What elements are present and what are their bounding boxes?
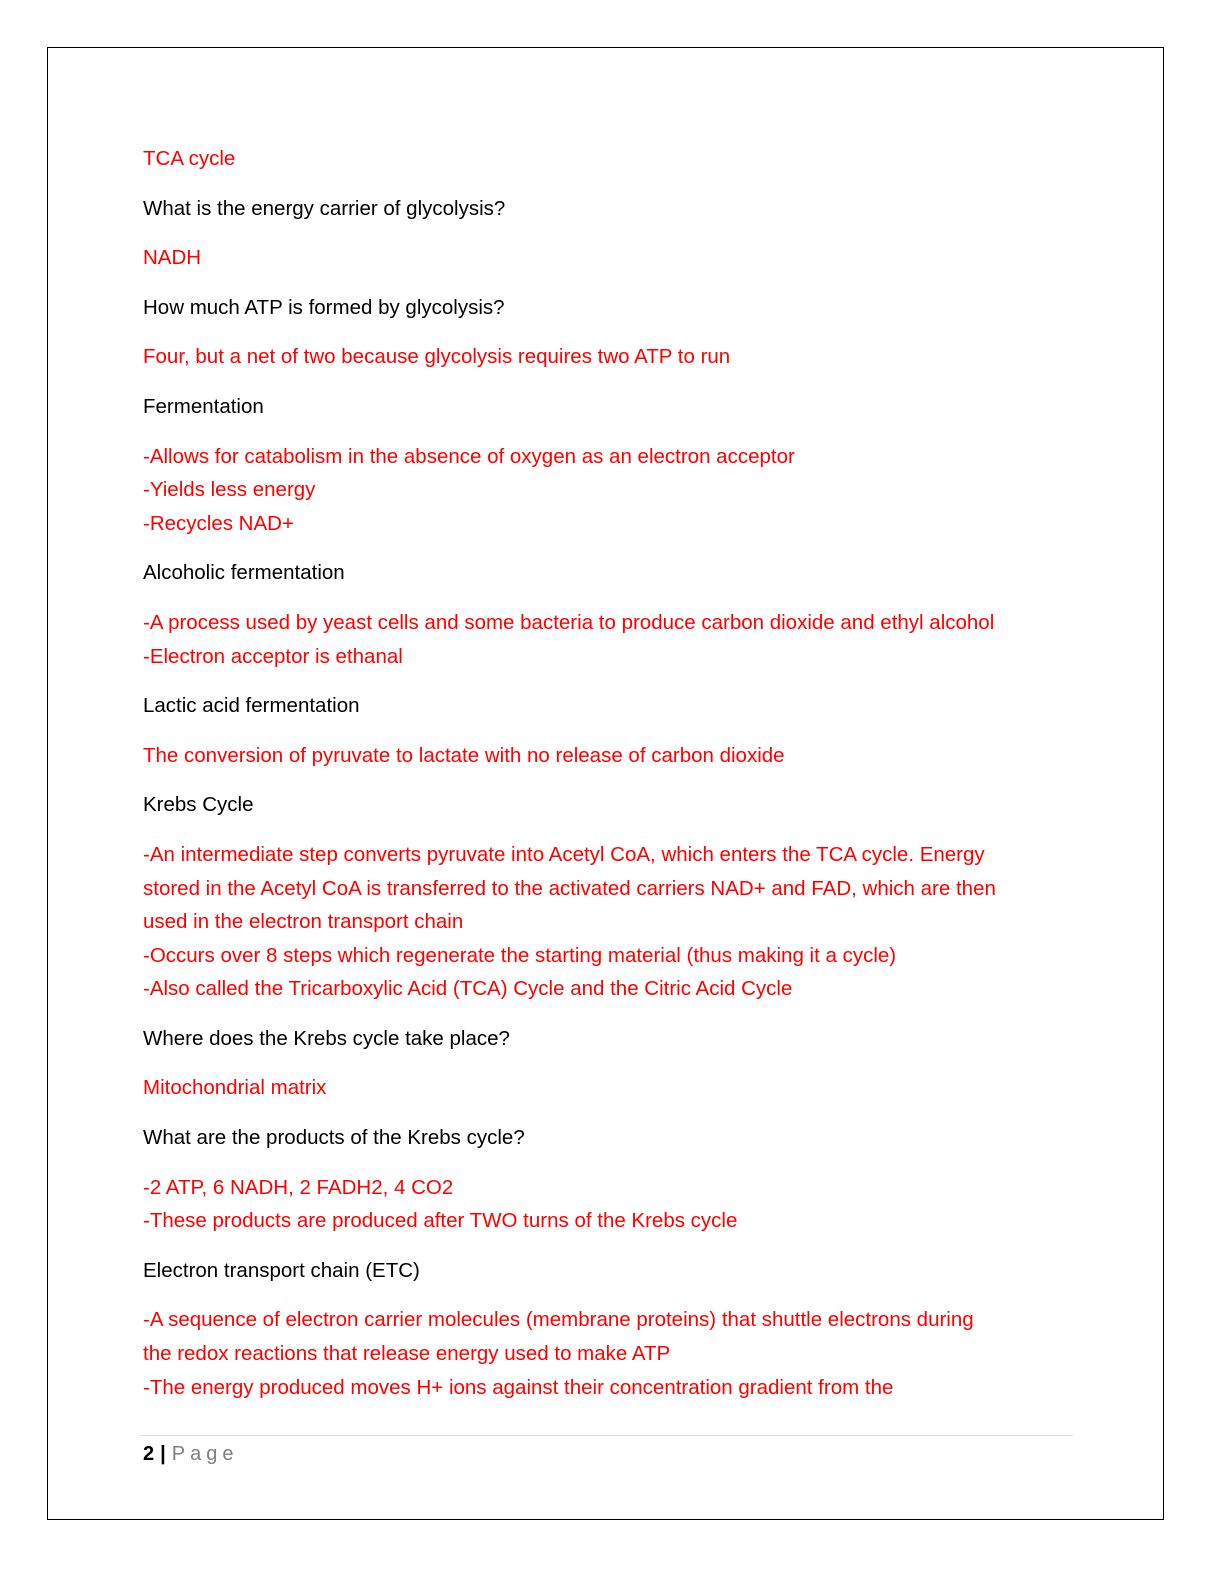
answer-text: -Recycles NAD+ xyxy=(143,511,294,535)
answer-paragraph xyxy=(143,606,1073,673)
question-text: What is the energy carrier of glycolysis? xyxy=(143,196,506,220)
question-text: Where does the Krebs cycle take place? xyxy=(143,1026,510,1050)
question-text: Fermentation xyxy=(143,394,264,418)
answer-paragraph xyxy=(143,241,1073,275)
answer-text: -Also called the Tricarboxylic Acid (TCA) Cycle and the Citric Acid Cycle xyxy=(143,977,793,1001)
question-paragraph xyxy=(143,556,1073,590)
question-text: What are the products of the Krebs cycle? xyxy=(143,1126,525,1150)
answer-paragraph xyxy=(143,142,1073,176)
answer-paragraph xyxy=(143,340,1073,374)
answer-text: -2 ATP, 6 NADH, 2 FADH2, 4 CO2 xyxy=(143,1175,454,1199)
question-paragraph xyxy=(143,788,1073,822)
answer-paragraph xyxy=(143,1171,1073,1238)
question-text: Electron transport chain (ETC) xyxy=(143,1258,420,1282)
footer-separator: | xyxy=(160,1443,166,1465)
footer-rule xyxy=(140,1435,1073,1436)
answer-text: -An intermediate step converts pyruvate into Acetyl CoA, which enters the TCA cycle. Energy xyxy=(143,842,985,866)
question-text: Krebs Cycle xyxy=(143,793,254,817)
answer-text: -A process used by yeast cells and some bacteria to produce carbon dioxide and ethyl alcohol xyxy=(143,610,995,634)
answer-paragraph xyxy=(143,1303,1073,1404)
question-text: Lactic acid fermentation xyxy=(143,694,360,718)
answer-text: Four, but a net of two because glycolysis requires two ATP to run xyxy=(143,345,731,369)
answer-paragraph xyxy=(143,1071,1073,1105)
question-paragraph xyxy=(143,1022,1073,1056)
page-footer xyxy=(143,1440,238,1468)
answer-text: -Yields less energy xyxy=(143,478,316,502)
answer-text: -The energy produced moves H+ ions against their concentration gradient from the xyxy=(143,1375,894,1399)
answer-text: stored in the Acetyl CoA is transferred to the activated carriers NAD+ and FAD, which are then xyxy=(143,876,996,900)
answer-paragraph xyxy=(143,739,1073,773)
document-body xyxy=(143,142,1073,1420)
question-paragraph xyxy=(143,1121,1073,1155)
question-paragraph xyxy=(143,689,1073,723)
answer-text: NADH xyxy=(143,246,202,270)
answer-text: -Electron acceptor is ethanal xyxy=(143,644,403,668)
page-label: Page xyxy=(171,1443,239,1465)
answer-paragraph xyxy=(143,838,1073,1006)
question-text: How much ATP is formed by glycolysis? xyxy=(143,295,505,319)
answer-text: -Occurs over 8 steps which regenerate the starting material (thus making it a cycle) xyxy=(143,943,897,967)
answer-text: -These products are produced after TWO turns of the Krebs cycle xyxy=(143,1209,738,1233)
answer-text: -Allows for catabolism in the absence of oxygen as an electron acceptor xyxy=(143,444,795,468)
answer-text: The conversion of pyruvate to lactate with no release of carbon dioxide xyxy=(143,743,785,767)
answer-text: used in the electron transport chain xyxy=(143,910,464,934)
page-number: 2 xyxy=(143,1443,155,1465)
answer-text: the redox reactions that release energy used to make ATP xyxy=(143,1342,671,1366)
answer-text: -A sequence of electron carrier molecules (membrane proteins) that shuttle electrons during xyxy=(143,1308,974,1332)
question-paragraph xyxy=(143,192,1073,226)
question-text: Alcoholic fermentation xyxy=(143,561,345,585)
question-paragraph xyxy=(143,291,1073,325)
answer-paragraph xyxy=(143,440,1073,541)
answer-text: TCA cycle xyxy=(143,147,236,170)
question-paragraph xyxy=(143,390,1073,424)
answer-text: Mitochondrial matrix xyxy=(143,1076,327,1100)
question-paragraph xyxy=(143,1254,1073,1288)
